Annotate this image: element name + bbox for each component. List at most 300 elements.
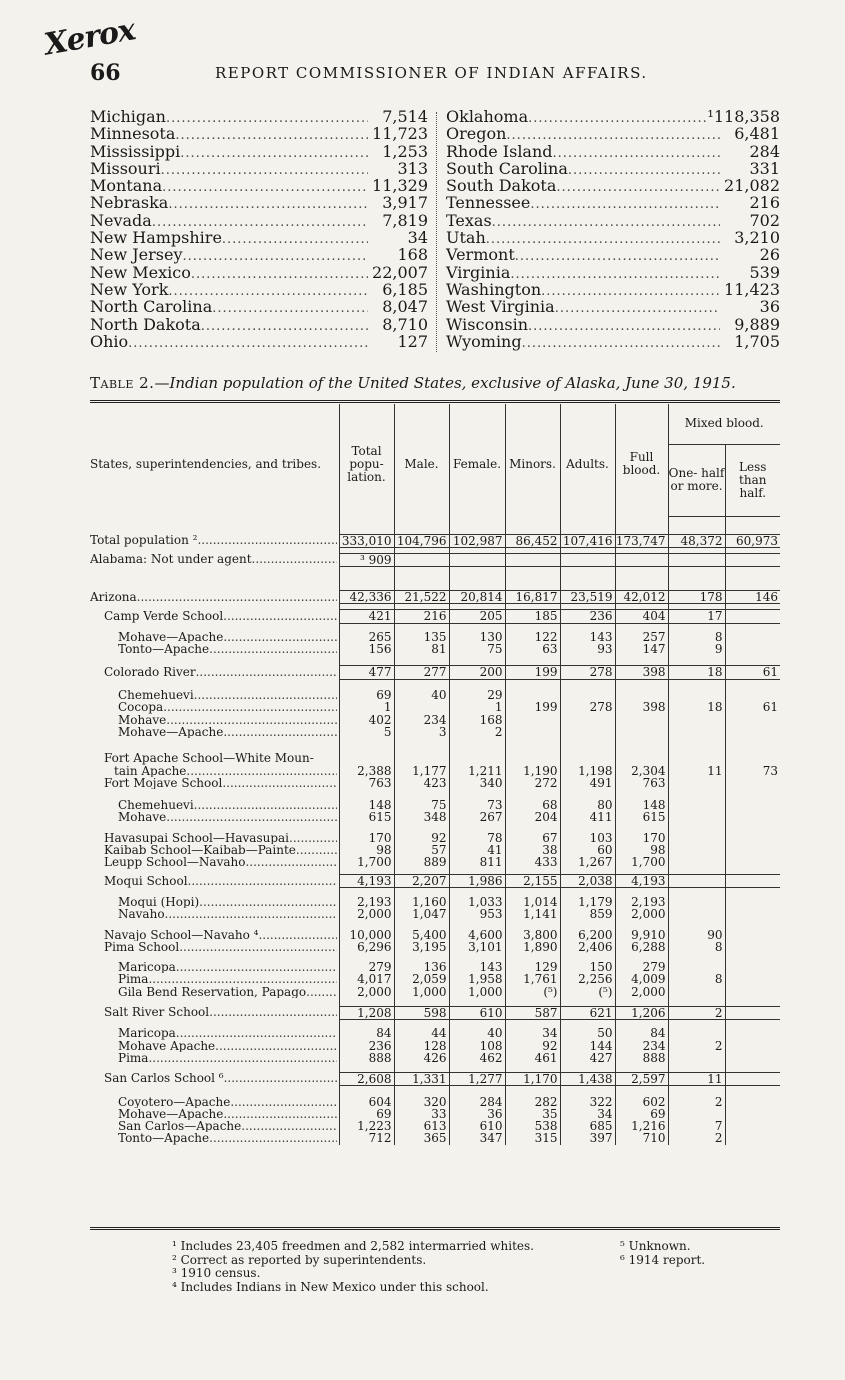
row-value: 763 <box>339 777 394 789</box>
leader-dots <box>175 127 368 144</box>
table-row <box>90 929 780 941</box>
state-population: 331 <box>749 158 780 178</box>
state-population: 11,723 <box>372 124 428 144</box>
table-row <box>90 941 780 953</box>
row-value: 279 <box>339 961 394 973</box>
state-total-row <box>90 264 428 281</box>
row-value: 953 <box>449 908 505 920</box>
row-value: (⁵) <box>560 986 615 998</box>
leader-dots <box>183 248 369 265</box>
row-value: 462 <box>449 1052 505 1064</box>
row-value: 4,600 <box>449 929 505 941</box>
row-name <box>90 1072 339 1085</box>
row-value: 2,207 <box>394 875 449 888</box>
row-value: 889 <box>394 856 449 868</box>
row-value: 348 <box>394 811 449 823</box>
row-value: 1 <box>449 701 505 713</box>
row-value: 200 <box>449 666 505 679</box>
row-value: 48,372 <box>668 534 725 547</box>
row-name <box>90 1052 339 1064</box>
row-spacer <box>90 738 780 752</box>
row-value: 92 <box>505 1040 560 1052</box>
row-label: Pima <box>118 1051 149 1065</box>
header-total: Total popu- lation. <box>339 404 394 516</box>
state-population: 702 <box>749 210 780 230</box>
row-value <box>725 941 780 953</box>
row-name <box>90 765 339 777</box>
row-value: 42,336 <box>339 591 394 604</box>
row-value: 1,223 <box>339 1120 394 1132</box>
state-total-row <box>446 246 780 263</box>
state-name: West Virginia <box>446 297 555 317</box>
row-value: 205 <box>449 610 505 623</box>
row-value: 130 <box>449 631 505 643</box>
row-value <box>725 726 780 738</box>
footnote-3: ³ 1910 census. <box>172 1266 261 1280</box>
row-value: 98 <box>615 844 668 856</box>
row-value: 102,987 <box>449 534 505 547</box>
state-total-row <box>90 316 428 333</box>
state-population: 22,007 <box>372 262 428 282</box>
row-value: 108 <box>449 1040 505 1052</box>
row-value: 1,211 <box>449 765 505 777</box>
running-head: REPORT COMMISSIONER OF INDIAN AFFAIRS. <box>215 64 648 82</box>
row-value: 398 <box>615 666 668 679</box>
row-label: Moqui (Hopi) <box>118 895 200 909</box>
state-name: Oklahoma <box>446 107 529 126</box>
row-value <box>394 553 449 566</box>
row-value: 146 <box>725 591 780 604</box>
row-value: 1,216 <box>615 1120 668 1132</box>
row-label: Moqui School <box>104 874 188 888</box>
row-name <box>90 534 339 547</box>
row-value <box>668 908 725 920</box>
row-value: 128 <box>394 1040 449 1052</box>
state-total-row <box>446 281 780 298</box>
leader-dots <box>223 1108 336 1120</box>
row-name <box>90 1108 339 1120</box>
row-value: 34 <box>505 1027 560 1039</box>
row-value: 122 <box>505 631 560 643</box>
row-value <box>725 986 780 998</box>
row-value: 104,796 <box>394 534 449 547</box>
row-name <box>90 1096 339 1108</box>
row-value <box>668 726 725 738</box>
row-value: 859 <box>560 908 615 920</box>
row-value: 2,304 <box>615 765 668 777</box>
leader-dots <box>530 196 720 213</box>
row-value: 150 <box>560 961 615 973</box>
state-total-row <box>90 246 428 263</box>
row-value: 234 <box>394 714 449 726</box>
row-value <box>339 752 394 764</box>
row-name <box>90 908 339 920</box>
leader-dots <box>486 231 720 248</box>
row-value: (⁵) <box>505 986 560 998</box>
leader-dots <box>306 986 336 998</box>
row-value: 3,101 <box>449 941 505 953</box>
row-label: Maricopa <box>118 1027 176 1040</box>
row-label: tain Apache <box>114 764 187 777</box>
leader-dots <box>296 844 337 856</box>
row-value: 18 <box>668 666 725 679</box>
leader-dots <box>230 1096 336 1108</box>
row-value: 75 <box>394 799 449 811</box>
row-value: 272 <box>505 777 560 789</box>
table-row <box>90 610 780 623</box>
header-name: States, superintendencies, and tribes. <box>90 456 322 471</box>
row-value: 80 <box>560 799 615 811</box>
state-name: Ohio <box>90 331 129 351</box>
row-value: 2 <box>668 1096 725 1108</box>
row-value: 103 <box>560 832 615 844</box>
row-value: 35 <box>505 1108 560 1120</box>
row-value: 2,059 <box>394 973 449 985</box>
row-label: Fort Apache School—White Moun- <box>104 752 314 765</box>
row-name <box>90 591 339 604</box>
state-population: 3,917 <box>382 193 428 213</box>
row-name <box>90 610 339 623</box>
header-male: Male. <box>394 404 449 516</box>
leader-dots <box>199 896 336 908</box>
leader-dots <box>515 248 720 265</box>
state-population: 6,185 <box>382 279 428 299</box>
state-total-row <box>90 333 428 350</box>
row-value: 1,170 <box>505 1072 560 1085</box>
row-name <box>90 1006 339 1019</box>
header-less-than-half: Less than half. <box>725 444 780 516</box>
row-value <box>668 986 725 998</box>
row-value: 73 <box>725 765 780 777</box>
row-value: 168 <box>449 714 505 726</box>
row-value: 86,452 <box>505 534 560 547</box>
row-value: 69 <box>615 1108 668 1120</box>
row-name <box>90 643 339 655</box>
row-value: 615 <box>339 811 394 823</box>
state-total-row <box>90 108 428 125</box>
leader-dots <box>166 811 336 823</box>
row-label: Gila Bend Reservation, Papago <box>118 985 307 999</box>
leader-dots <box>186 765 336 777</box>
row-value: 2 <box>668 1006 725 1019</box>
row-value: 5 <box>339 726 394 738</box>
state-name: New Mexico <box>90 262 191 282</box>
row-value: 2,406 <box>560 941 615 953</box>
row-value: 347 <box>449 1132 505 1144</box>
row-value: 129 <box>505 961 560 973</box>
row-value: 41 <box>449 844 505 856</box>
table-row <box>90 811 780 823</box>
row-value <box>615 553 668 566</box>
row-value: 1,438 <box>560 1072 615 1085</box>
leader-dots <box>194 799 337 811</box>
row-label: Leupp School—Navaho <box>104 856 246 869</box>
row-label: Mohave—Apache <box>118 1107 224 1121</box>
row-value: 461 <box>505 1052 560 1064</box>
state-population: 216 <box>749 193 780 213</box>
row-value: 3,195 <box>394 941 449 953</box>
leader-dots <box>176 961 337 973</box>
row-value: 402 <box>339 714 394 726</box>
state-totals-right-column <box>446 108 780 350</box>
row-name <box>90 726 339 738</box>
row-label: Alabama: Not under agent <box>90 553 252 567</box>
leader-dots <box>212 300 368 317</box>
row-value: 7 <box>668 1120 725 1132</box>
table-row <box>90 986 780 998</box>
row-value <box>668 856 725 868</box>
leader-dots <box>163 701 336 713</box>
state-population: 6,481 <box>734 124 780 144</box>
row-label: Coyotero—Apache <box>118 1095 231 1108</box>
row-value <box>560 714 615 726</box>
row-value: 61 <box>725 701 780 713</box>
row-value: 16,817 <box>505 591 560 604</box>
row-value: 4,193 <box>339 875 394 888</box>
state-total-row <box>446 194 780 211</box>
row-value: 81 <box>394 643 449 655</box>
row-value <box>725 856 780 868</box>
row-spacer <box>90 656 780 666</box>
state-total-row <box>90 229 428 246</box>
table-label: Table 2. <box>90 374 155 392</box>
row-value: 67 <box>505 832 560 844</box>
table-row <box>90 1132 780 1144</box>
row-value: 1,331 <box>394 1072 449 1085</box>
leader-dots <box>168 196 368 213</box>
row-value: 2,193 <box>339 896 394 908</box>
row-value <box>725 1006 780 1019</box>
row-name <box>90 553 339 566</box>
row-value: 6,288 <box>615 941 668 953</box>
leader-dots <box>161 162 368 179</box>
table-top-rule <box>90 400 780 403</box>
row-value: 426 <box>394 1052 449 1064</box>
row-value <box>725 1072 780 1085</box>
row-value: 6,296 <box>339 941 394 953</box>
row-value: 1,700 <box>339 856 394 868</box>
row-label: Chemehuevi <box>118 799 194 812</box>
row-value <box>725 752 780 764</box>
table-row <box>90 1052 780 1064</box>
state-total-row <box>446 298 780 315</box>
table-row <box>90 726 780 738</box>
row-value <box>725 643 780 655</box>
table-row <box>90 553 780 566</box>
row-spacer <box>90 1086 780 1096</box>
row-value: 712 <box>339 1132 394 1144</box>
leader-dots <box>289 832 337 844</box>
leader-dots <box>222 777 336 789</box>
leader-dots <box>188 875 337 887</box>
state-name: Wyoming <box>446 331 522 351</box>
row-value: 1,179 <box>560 896 615 908</box>
row-label: Chemehuevi <box>118 689 194 702</box>
row-value <box>725 1096 780 1108</box>
row-value: 333,010 <box>339 534 394 547</box>
row-value <box>725 875 780 888</box>
table-row <box>90 643 780 655</box>
row-value: 2,155 <box>505 875 560 888</box>
row-value: 1,267 <box>560 856 615 868</box>
row-value: 2 <box>668 1040 725 1052</box>
row-value: 322 <box>560 1096 615 1108</box>
row-value: 4,009 <box>615 973 668 985</box>
row-value <box>725 961 780 973</box>
row-value: 93 <box>560 643 615 655</box>
state-name: Oregon <box>446 124 507 144</box>
row-value: 477 <box>339 666 394 679</box>
state-population: 8,710 <box>382 314 428 334</box>
footnote-1: ¹ Includes 23,405 freedmen and 2,582 intermarried whites. <box>172 1239 534 1253</box>
leader-dots <box>555 300 720 317</box>
row-value: 1,277 <box>449 1072 505 1085</box>
row-value: 34 <box>560 1108 615 1120</box>
row-name <box>90 973 339 985</box>
state-total-row <box>446 108 780 125</box>
row-value: 148 <box>339 799 394 811</box>
row-label: Kaibab School—Kaibab—Painte <box>104 844 296 857</box>
row-label: Mohave—Apache <box>118 631 224 644</box>
row-value <box>668 832 725 844</box>
row-label: Cocopa <box>118 701 164 714</box>
row-value: 320 <box>394 1096 449 1108</box>
row-value: 2 <box>449 726 505 738</box>
row-name <box>90 844 339 856</box>
leader-dots <box>128 335 368 352</box>
row-spacer <box>90 998 780 1006</box>
row-value: 84 <box>339 1027 394 1039</box>
row-value <box>668 896 725 908</box>
row-value <box>668 777 725 789</box>
state-name: Tennessee <box>446 193 531 213</box>
row-value: 170 <box>339 832 394 844</box>
row-name <box>90 811 339 823</box>
state-total-row <box>90 160 428 177</box>
footnote-2: ² Correct as reported by superintendents. <box>172 1252 427 1267</box>
row-value: 3,800 <box>505 929 560 941</box>
page-number: 66 <box>90 60 121 86</box>
row-name <box>90 896 339 908</box>
row-value <box>725 973 780 985</box>
row-value: 1,160 <box>394 896 449 908</box>
leader-dots <box>197 534 336 546</box>
row-value: 199 <box>505 701 560 713</box>
row-value: 2,193 <box>615 896 668 908</box>
row-value: 1,190 <box>505 765 560 777</box>
row-name <box>90 1120 339 1132</box>
row-value <box>668 799 725 811</box>
header-half-or-more: One- half or more. <box>668 444 725 516</box>
state-total-row <box>446 264 780 281</box>
row-value: 60,973 <box>725 534 780 547</box>
row-value: 685 <box>560 1120 615 1132</box>
leader-dots <box>179 941 336 953</box>
state-total-row <box>90 143 428 160</box>
row-value: 2,038 <box>560 875 615 888</box>
row-value: 2 <box>668 1132 725 1144</box>
row-label: Pima School <box>104 940 180 954</box>
table-row <box>90 875 780 888</box>
row-value <box>394 752 449 764</box>
header-full-blood: Full blood. <box>615 404 668 516</box>
row-value: 148 <box>615 799 668 811</box>
row-value: 278 <box>560 666 615 679</box>
leader-dots <box>241 1120 336 1132</box>
row-value: 340 <box>449 777 505 789</box>
state-total-row <box>90 125 428 142</box>
row-value: 1,141 <box>505 908 560 920</box>
state-name: South Carolina <box>446 158 568 178</box>
row-value: 888 <box>339 1052 394 1064</box>
state-population: 1,253 <box>382 141 428 161</box>
row-value: 282 <box>505 1096 560 1108</box>
row-value: 33 <box>394 1108 449 1120</box>
table-row <box>90 701 780 713</box>
row-value <box>668 752 725 764</box>
row-value: 173,747 <box>615 534 668 547</box>
row-spacer <box>90 516 780 534</box>
leader-dots <box>162 179 368 196</box>
row-value: 216 <box>394 610 449 623</box>
row-value: 1,000 <box>394 986 449 998</box>
footnote-6: ⁶ 1914 report. <box>620 1252 706 1267</box>
row-value: 107,416 <box>560 534 615 547</box>
row-value: 78 <box>449 832 505 844</box>
row-label: Maricopa <box>118 961 176 974</box>
leader-dots <box>209 1006 336 1018</box>
row-spacer <box>90 567 780 591</box>
row-value: 811 <box>449 856 505 868</box>
leader-dots <box>492 214 720 231</box>
row-value: 9 <box>668 643 725 655</box>
row-value: 135 <box>394 631 449 643</box>
row-value: 143 <box>560 631 615 643</box>
row-value: 5,400 <box>394 929 449 941</box>
row-value: 1,958 <box>449 973 505 985</box>
row-value: 602 <box>615 1096 668 1108</box>
row-value: 185 <box>505 610 560 623</box>
row-value: 538 <box>505 1120 560 1132</box>
row-name <box>90 1132 339 1144</box>
row-value: 90 <box>668 929 725 941</box>
leader-dots <box>522 335 720 352</box>
row-value: 888 <box>615 1052 668 1064</box>
row-label: Fort Mojave School <box>104 776 223 790</box>
row-value: 63 <box>505 643 560 655</box>
row-value: 2,000 <box>339 908 394 920</box>
header-mixed-blood: Mixed blood. <box>668 404 780 444</box>
row-value: 36 <box>449 1108 505 1120</box>
state-population: 7,514 <box>382 107 428 126</box>
row-value: 1 <box>339 701 394 713</box>
row-value <box>668 875 725 888</box>
row-spacer <box>90 1064 780 1072</box>
row-value: 1,014 <box>505 896 560 908</box>
row-value: 50 <box>560 1027 615 1039</box>
table-row <box>90 908 780 920</box>
row-value: 69 <box>339 1108 394 1120</box>
handwritten-note: Xerox <box>41 12 138 63</box>
row-value: 21,522 <box>394 591 449 604</box>
row-value: 397 <box>560 1132 615 1144</box>
leader-dots <box>222 231 368 248</box>
row-value: 1,033 <box>449 896 505 908</box>
state-name: Nevada <box>90 210 152 230</box>
row-label: Salt River School <box>104 1006 210 1020</box>
row-value <box>725 1120 780 1132</box>
row-value: 8 <box>668 973 725 985</box>
